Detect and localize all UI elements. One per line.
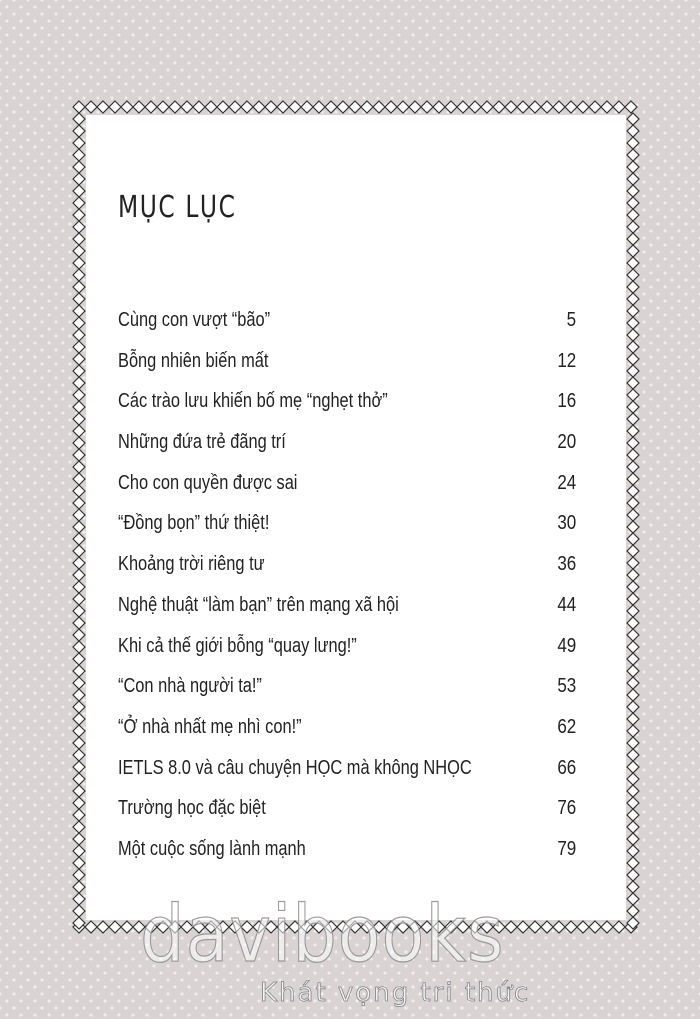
- toc-entry-page: 62: [557, 715, 576, 738]
- watermark-slogan: Khát vọng tri thức: [260, 978, 531, 1008]
- toc-entry-page: 76: [557, 797, 576, 820]
- toc-entry: [118, 463, 576, 504]
- toc-entry-title: Cho con quyền được sai: [118, 471, 298, 494]
- toc-entry-title: “Ở nhà nhất mẹ nhì con!”: [118, 715, 302, 738]
- toc-entry-title: Cùng con vượt “bão”: [118, 309, 271, 331]
- toc-entry-title: Trường học đặc biệt: [118, 797, 266, 820]
- toc-list: [118, 300, 576, 870]
- toc-entry-page: 79: [557, 837, 576, 860]
- toc-entry: [118, 707, 576, 748]
- toc-entry-title: Bỗng nhiên biến mất: [118, 349, 269, 372]
- toc-entry: [118, 341, 576, 382]
- toc-entry-page: 36: [557, 553, 576, 576]
- toc-entry: [118, 544, 576, 585]
- toc-entry: [118, 300, 576, 341]
- toc-entry-page: 30: [557, 512, 576, 535]
- toc-entry: [118, 748, 576, 789]
- toc-entry: [118, 788, 576, 829]
- toc-entry: [118, 829, 576, 870]
- toc-entry: [118, 585, 576, 626]
- toc-entry-page: 24: [557, 471, 576, 494]
- toc-entry-page: 16: [557, 390, 576, 413]
- toc-entry-title: Khoảng trời riêng tư: [118, 553, 265, 576]
- toc-entry-page: 5: [566, 309, 576, 331]
- watermark: [140, 890, 560, 1019]
- toc-entry: [118, 503, 576, 544]
- toc-entry: [118, 626, 576, 667]
- toc-entry-page: 53: [557, 675, 576, 698]
- toc-entry-page: 66: [557, 756, 576, 779]
- toc-entry-title: “Con nhà người ta!”: [118, 675, 262, 698]
- toc-entry: [118, 422, 576, 463]
- toc-entry-title: Một cuộc sống lành mạnh: [118, 837, 306, 860]
- toc-entry-title: “Đồng bọn” thứ thiệt!: [118, 512, 270, 535]
- toc-entry-title: Khi cả thế giới bỗng “quay lưng!”: [118, 634, 357, 657]
- toc-entry-page: 12: [557, 349, 576, 372]
- toc-entry-title: IETLS 8.0 và câu chuyện HỌC mà không NHỌC: [118, 756, 472, 779]
- toc-entry-page: 44: [557, 593, 576, 616]
- toc-entry-title: Các trào lưu khiến bố mẹ “nghẹt thở”: [118, 390, 388, 413]
- toc-entry-title: Nghệ thuật “làm bạn” trên mạng xã hội: [118, 593, 399, 616]
- toc-entry: [118, 381, 576, 422]
- toc-entry: [118, 666, 576, 707]
- toc-entry-page: 20: [557, 431, 576, 454]
- toc-entry-title: Những đứa trẻ đãng trí: [118, 431, 286, 454]
- page-title: MỤC LỤC: [118, 190, 237, 225]
- watermark-brand: davibooks: [140, 890, 505, 980]
- toc-entry-page: 49: [557, 634, 576, 657]
